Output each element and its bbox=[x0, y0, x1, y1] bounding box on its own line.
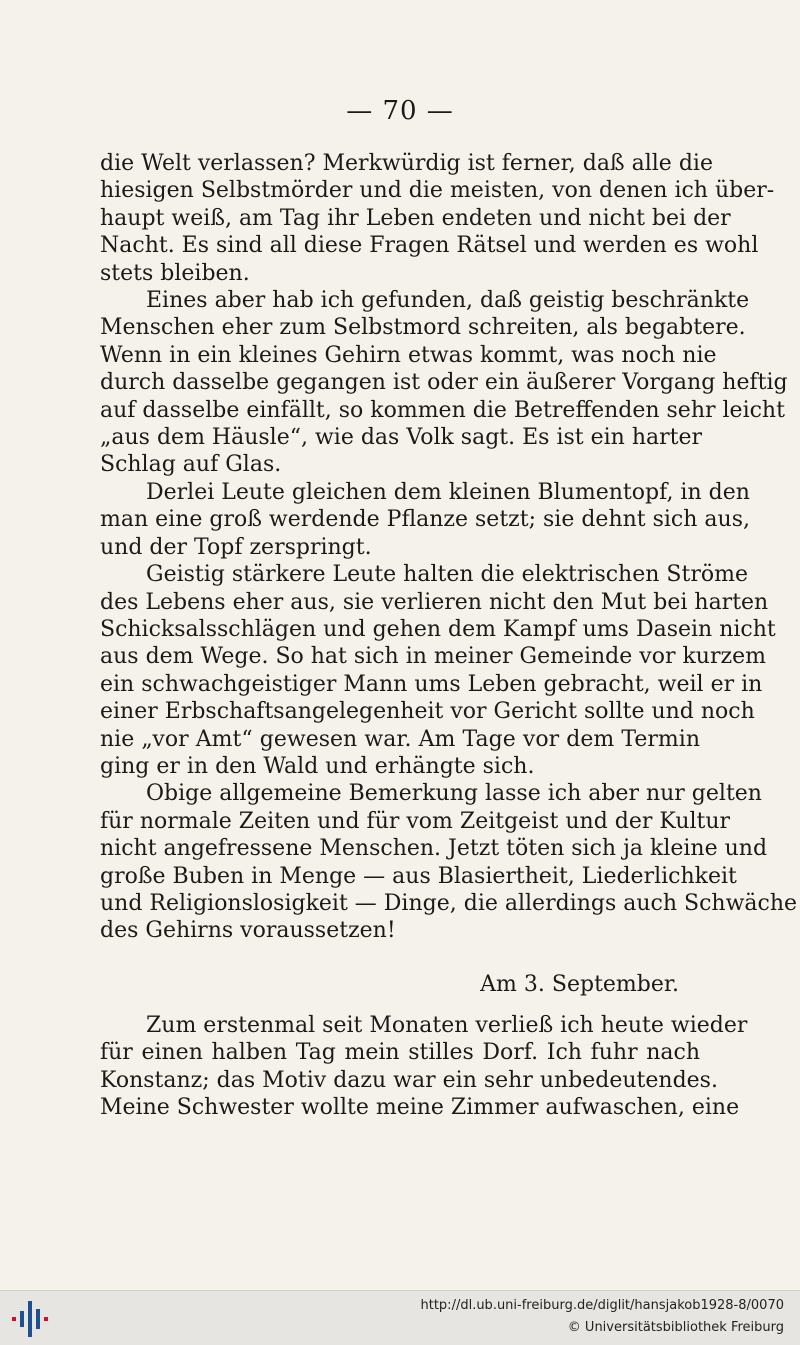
text-line: ging er in den Wald und erhängte sich. bbox=[100, 753, 535, 779]
text-line: aus dem Wege. So hat sich in meiner Gemeinde vor kurzem bbox=[100, 644, 766, 670]
footer-bar bbox=[0, 1290, 800, 1345]
text-line: Konstanz; das Motiv dazu war ein sehr unbedeutendes. bbox=[100, 1067, 718, 1093]
text-line: große Buben in Menge — aus Blasiertheit, Liederlichkeit bbox=[100, 863, 737, 889]
text-line: Menschen eher zum Selbstmord schreiten, als begabtere. bbox=[100, 315, 746, 341]
text-line: Meine Schwester wollte meine Zimmer aufwaschen, eine bbox=[100, 1095, 740, 1121]
text-line: Geistig stärkere Leute halten die elektrischen Ströme bbox=[146, 562, 748, 588]
ub-freiburg-logo-icon[interactable] bbox=[12, 1301, 52, 1337]
text-line: Eines aber hab ich gefunden, daß geistig beschränkte bbox=[146, 288, 750, 314]
text-line: Wenn in ein kleines Gehirn etwas kommt, was noch nie bbox=[100, 342, 717, 368]
text-line: Obige allgemeine Bemerkung lasse ich aber nur gelten bbox=[146, 781, 762, 807]
main-text-block bbox=[100, 150, 798, 945]
text-line: ein schwachgeistiger Mann ums Leben gebracht, weil er in bbox=[100, 671, 763, 697]
text-line: stets bleiben. bbox=[100, 260, 250, 286]
text-line: „aus dem Häusle“, wie das Volk sagt. Es ist ein harter bbox=[100, 425, 703, 451]
text-line: und Religionslosigkeit — Dinge, die allerdings auch Schwäche bbox=[100, 890, 798, 916]
text-line: nicht angefressene Menschen. Jetzt töten sich ja kleine und bbox=[100, 836, 768, 862]
text-line: man eine groß werdende Pflanze setzt; sie dehnt sich aus, bbox=[100, 507, 750, 533]
text-line: die Welt verlassen? Merkwürdig ist ferner, daß alle die bbox=[100, 151, 713, 176]
date-heading: Am 3. September. bbox=[480, 972, 679, 997]
text-line: Schicksalsschlägen und gehen dem Kampf ums Dasein nicht bbox=[100, 616, 776, 642]
source-url-link[interactable]: http://dl.ub.uni-freiburg.de/diglit/hansjakob1928-8/0070 bbox=[420, 1298, 784, 1313]
text-line: durch dasselbe gegangen ist oder ein äußerer Vorgang heftig bbox=[100, 370, 788, 396]
text-line: Schlag auf Glas. bbox=[100, 452, 282, 478]
text-line: auf dasselbe einfällt, so kommen die Betreffenden sehr leicht bbox=[100, 397, 785, 423]
copyright-notice: © Universitätsbibliothek Freiburg bbox=[567, 1320, 784, 1335]
page-number: — 70 — bbox=[346, 96, 454, 126]
second-text-block bbox=[100, 1012, 748, 1122]
text-line: Nacht. Es sind all diese Fragen Rätsel und werden es wohl bbox=[100, 233, 759, 259]
text-line: nie „vor Amt“ gewesen war. Am Tage vor dem Termin bbox=[100, 726, 700, 752]
text-line: des Gehirns voraussetzen! bbox=[100, 918, 396, 944]
text-line: und der Topf zerspringt. bbox=[100, 534, 372, 560]
text-line: Zum erstenmal seit Monaten verließ ich heute wieder bbox=[146, 1013, 748, 1038]
text-line: hiesigen Selbstmörder und die meisten, von denen ich über- bbox=[100, 178, 775, 204]
text-line: Derlei Leute gleichen dem kleinen Blumentopf, in den bbox=[146, 479, 750, 505]
text-line: haupt weiß, am Tag ihr Leben endeten und nicht bei der bbox=[100, 205, 731, 231]
text-line: für normale Zeiten und für vom Zeitgeist und der Kultur bbox=[100, 808, 731, 834]
text-line: einer Erbschaftsangelegenheit vor Gericht sollte und noch bbox=[100, 699, 755, 725]
text-line: für einen halben Tag mein stilles Dorf. Ich fuhr nach bbox=[100, 1040, 700, 1066]
text-line: des Lebens eher aus, sie verlieren nicht den Mut bei harten bbox=[100, 589, 769, 615]
